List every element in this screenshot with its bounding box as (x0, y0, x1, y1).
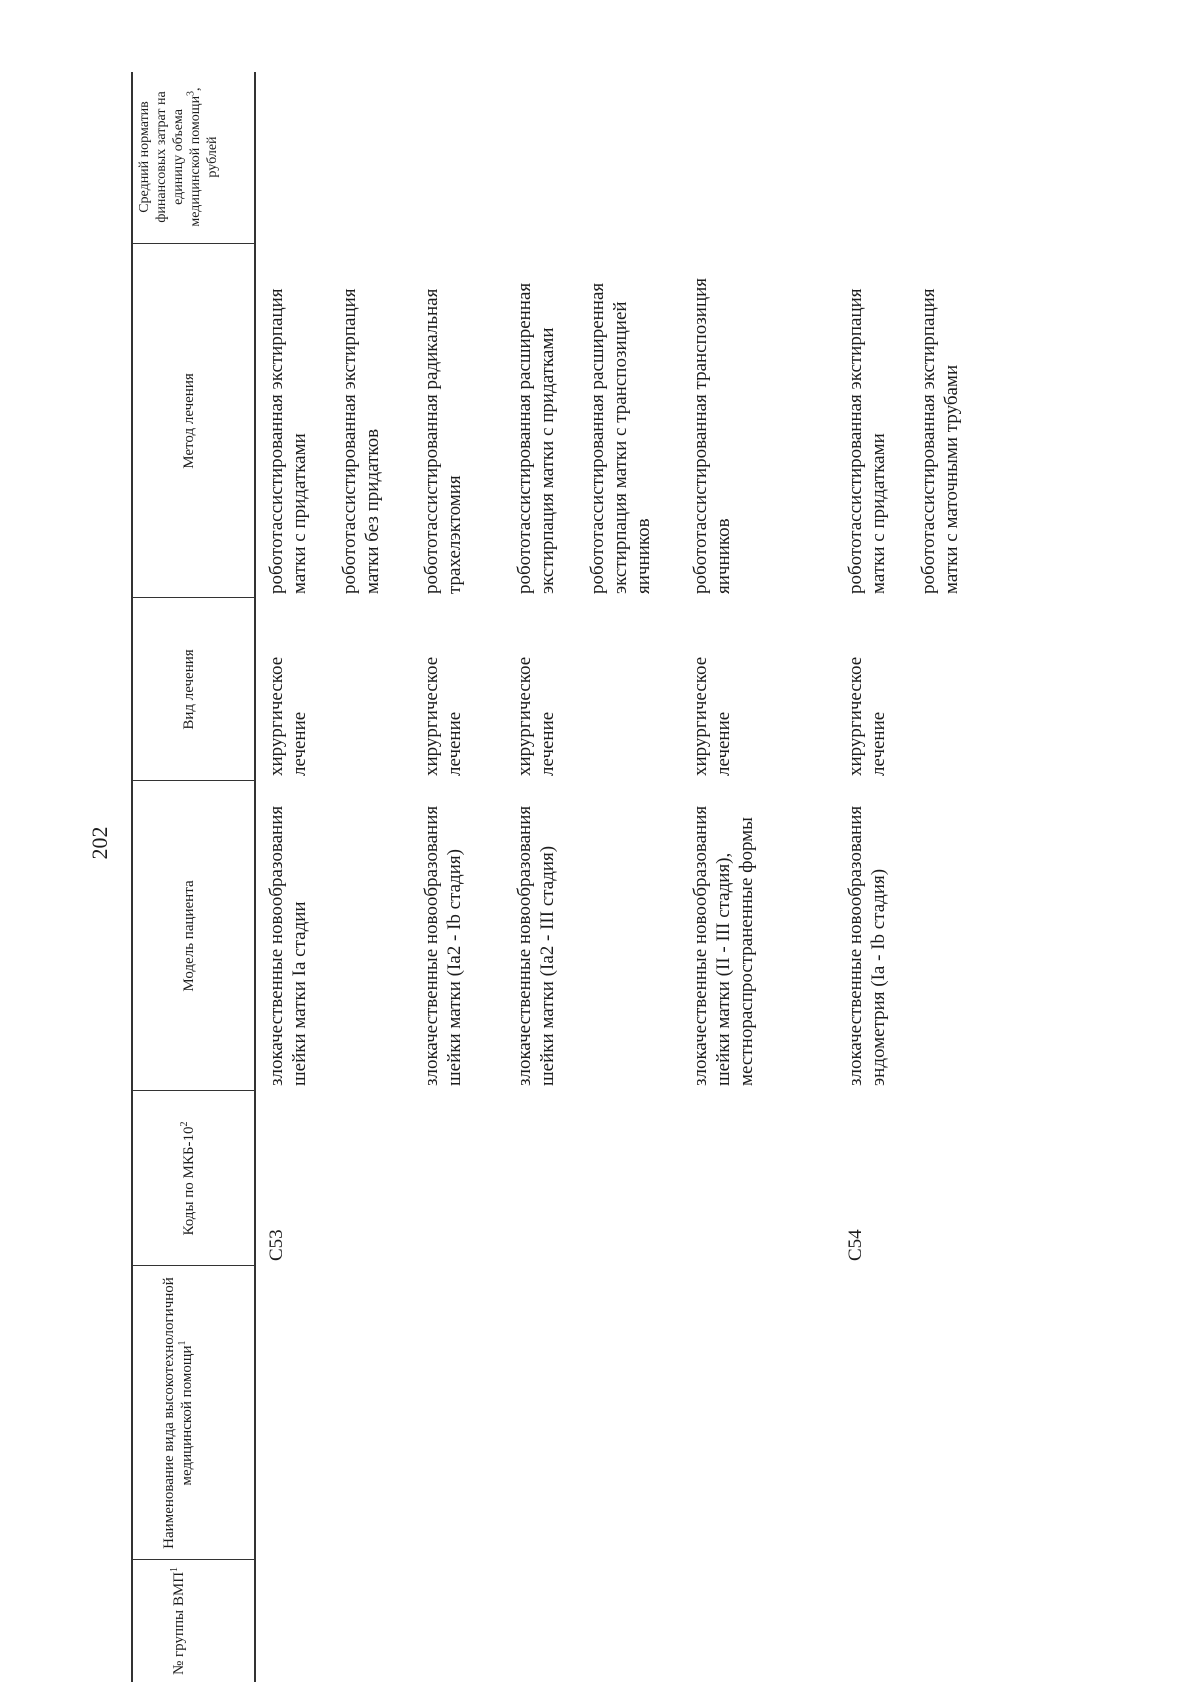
table-top-rule (131, 72, 133, 1682)
patient-model: злокачественные новообразования шейки матки (Ia2 - III стадия) (514, 805, 558, 1086)
treatment-type: хирургическое лечение (690, 656, 734, 776)
header-group-number: № группы ВМП$^1$ (169, 1566, 187, 1676)
header-care-name: Наименование вида высокотехнологичной медицинской помощи$^1$ (161, 1277, 195, 1549)
column-divider (131, 1265, 254, 1266)
patient-model: злокачественные новообразования шейки матки (II - III стадия), местнораспространенные формы (690, 805, 757, 1086)
patient-model: злокачественные новообразования шейки матки (Ia2 - Ib стадия) (421, 805, 465, 1086)
icd-code: C54 (845, 1229, 866, 1261)
treatment-method: робототассистированная экстирпация матки с придатками (845, 288, 889, 594)
treatment-type: хирургическое лечение (421, 656, 465, 776)
page-number: 202 (87, 826, 112, 860)
treatment-method: робототассистированная радикальная трахелэктомия (421, 288, 465, 594)
column-divider (131, 243, 254, 244)
treatment-method: робототассистированная экстирпация матки без придатков (339, 288, 383, 594)
treatment-type: хирургическое лечение (514, 656, 558, 776)
rotated-page (0, 61, 1200, 1686)
treatment-method: робототассистированная экстирпация матки с придатками (266, 288, 310, 594)
patient-model: злокачественные новообразования эндометрия (Ia - Ib стадия) (845, 805, 889, 1086)
column-divider (131, 1559, 254, 1560)
treatment-method: робототассистированная транспозиция яичников (690, 277, 734, 594)
header-patient-model: Модель пациента (181, 880, 197, 992)
header-treatment-method: Метод лечения (181, 373, 197, 469)
patient-model: злокачественные новообразования шейки матки Ia стадии (266, 805, 310, 1086)
header-average-cost: Средний норматив финансовых затрат на единицу объема медицинской помощи$^3$, рублей (137, 87, 220, 227)
treatment-table (0, 61, 1200, 1686)
column-divider (131, 780, 254, 781)
treatment-type: хирургическое лечение (845, 656, 889, 776)
icd-code: C53 (266, 1229, 287, 1261)
treatment-method: робототассистированная экстирпация матки с маточными трубами (918, 288, 962, 594)
header-icd-codes: Коды по МКБ-$10^2$ (179, 1121, 197, 1236)
column-divider (131, 597, 254, 598)
treatment-method: робототассистированная расширенная экстирпация матки с придатками (514, 282, 558, 594)
header-bottom-rule (254, 72, 256, 1682)
treatment-type: хирургическое лечение (266, 656, 310, 776)
treatment-method: робототассистированная расширенная экстирпация матки с транспозицией яичников (587, 282, 654, 594)
header-treatment-type: Вид лечения (181, 649, 197, 730)
column-divider (131, 1090, 254, 1091)
